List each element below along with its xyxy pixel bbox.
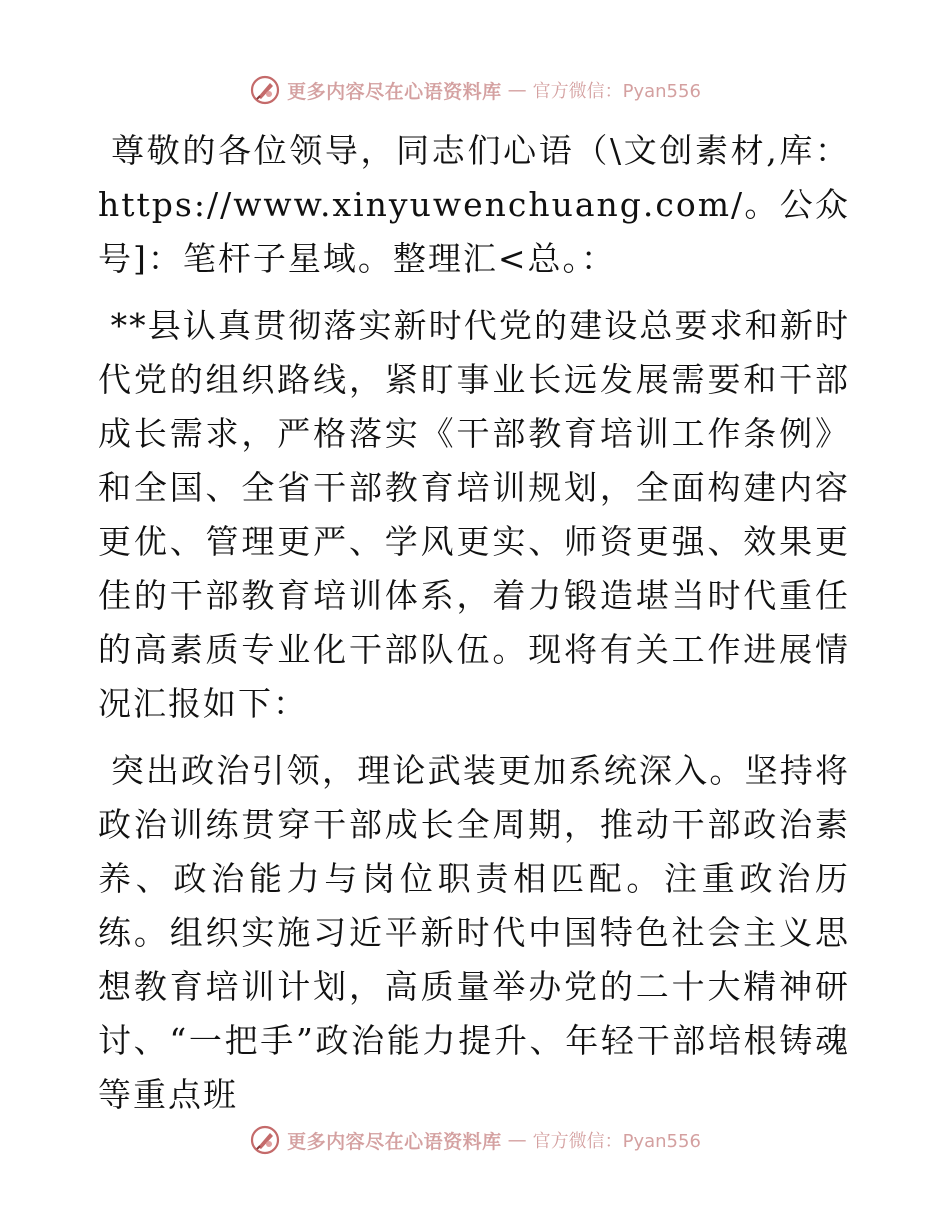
header-watermark-banner <box>0 70 950 110</box>
quill-pen-seal-icon <box>249 74 281 106</box>
paragraph-political-guidance: 突出政治引领，理论武装更加系统深入。坚持将政治训练贯穿干部成长全周期，推动干部政治素养、政治能力与岗位职责相匹配。注重政治历练。组织实施习近平新时代中国特色社会主义思想教育培训计划，高质量举办党的二十大精神研讨、“一把手”政治能力提升、年轻干部培根铸魂等重点班 <box>98 751 851 1114</box>
banner-wechat: 官方微信：Pyan556 <box>532 81 701 102</box>
paragraph-intro: **县认真贯彻落实新时代党的建设总要求和新时代党的组织路线，紧盯事业长远发展需要和干部成长需求，严格落实《干部教育培训工作条例》和全国、全省干部教育培训规划，全面构建内容更优、管理更严、学风更实、师资更强、效果更佳的干部教育培训体系，着力锻造堪当时代重任的高素质专业化干部队伍。现将有关工作进展情况汇报如下： <box>98 306 850 723</box>
quill-pen-seal-icon <box>249 1124 281 1156</box>
footer-watermark-banner <box>0 1120 950 1160</box>
document-body <box>98 124 850 1122</box>
banner-separator: — <box>507 1129 527 1151</box>
paragraph-greeting: 尊敬的各位领导，同志们心语（\文创素材,库：https://www.xinyuwenchuang.com/。公众号]：笔杆子星域。整理汇<总。： <box>98 131 850 278</box>
banner-separator: — <box>507 79 527 101</box>
banner-title: 更多内容尽在心语资料库 <box>287 1130 502 1153</box>
banner-wechat: 官方微信：Pyan556 <box>532 1131 701 1152</box>
banner-title: 更多内容尽在心语资料库 <box>287 80 502 103</box>
